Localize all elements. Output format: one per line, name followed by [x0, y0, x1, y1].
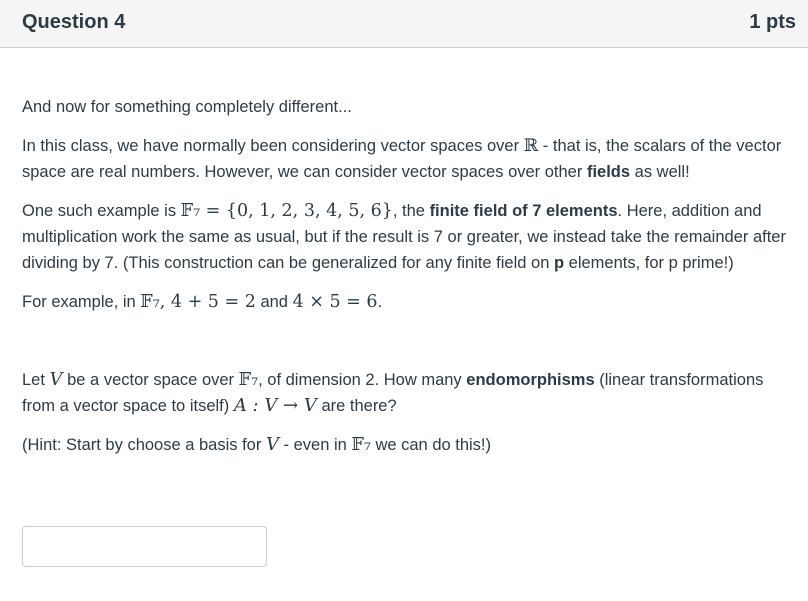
question-points: 1 pts — [749, 11, 796, 33]
paragraph-finite-field — [22, 198, 792, 276]
math-f7: 𝔽₇ — [140, 292, 160, 312]
spacer — [22, 328, 792, 367]
text: - even in — [278, 436, 352, 454]
text: Let — [22, 371, 50, 389]
math-V: V — [49, 369, 63, 390]
text: . — [377, 293, 383, 311]
text: For example, in — [22, 293, 141, 311]
math-map: A : V → V — [233, 395, 317, 416]
text: are there? — [316, 397, 397, 415]
paragraph-hint — [22, 432, 792, 458]
math-V: V — [265, 434, 279, 455]
text: elements, for p prime!) — [564, 254, 734, 272]
text: (Hint: Start by choose a basis for — [22, 436, 266, 454]
question-header — [0, 0, 808, 48]
question-title: Question 4 — [22, 11, 126, 33]
answer-input[interactable] — [22, 526, 267, 567]
text: (linear transformations from a vector space to itself) — [22, 371, 764, 415]
math-sum: , 4 + 5 = 2 — [159, 292, 256, 312]
endomorphisms-term: endomorphisms — [466, 371, 595, 389]
text: , of dimension 2. How many — [258, 371, 467, 389]
paragraph-question — [22, 367, 792, 419]
text: and — [255, 293, 293, 311]
text: as well! — [630, 163, 690, 181]
p-term: p — [553, 254, 565, 272]
text: , the — [392, 202, 430, 220]
question-body — [22, 94, 792, 471]
text: - that is, the scalars of the vector space are real numbers. However, we can consider vector spaces over other — [22, 137, 782, 181]
text: be a vector space over — [62, 371, 239, 389]
paragraph-example — [22, 289, 792, 315]
finite-field-term: finite field of 7 elements — [429, 202, 618, 220]
math-f7: 𝔽₇ — [351, 435, 371, 455]
intro-paragraph: And now for something completely different... — [22, 98, 352, 116]
text: . Here, addition and multiplication work the same as usual, but if the result is 7 or greater, we instead take the remainder after dividing by 7. (This construction can be generalized for any finite field on — [22, 202, 786, 272]
text: One such example is — [22, 202, 181, 220]
paragraph-vector-spaces — [22, 133, 792, 185]
reals-symbol: ℝ — [523, 136, 539, 156]
text: we can do this!) — [370, 436, 492, 454]
math-product: 4 × 5 = 6 — [292, 292, 378, 312]
text: In this class, we have normally been considering vector spaces over — [22, 137, 524, 155]
math-f7: 𝔽₇ — [238, 370, 259, 390]
fields-term: fields — [586, 163, 631, 181]
math-f7-set: 𝔽₇ = {0, 1, 2, 3, 4, 5, 6} — [180, 201, 393, 221]
